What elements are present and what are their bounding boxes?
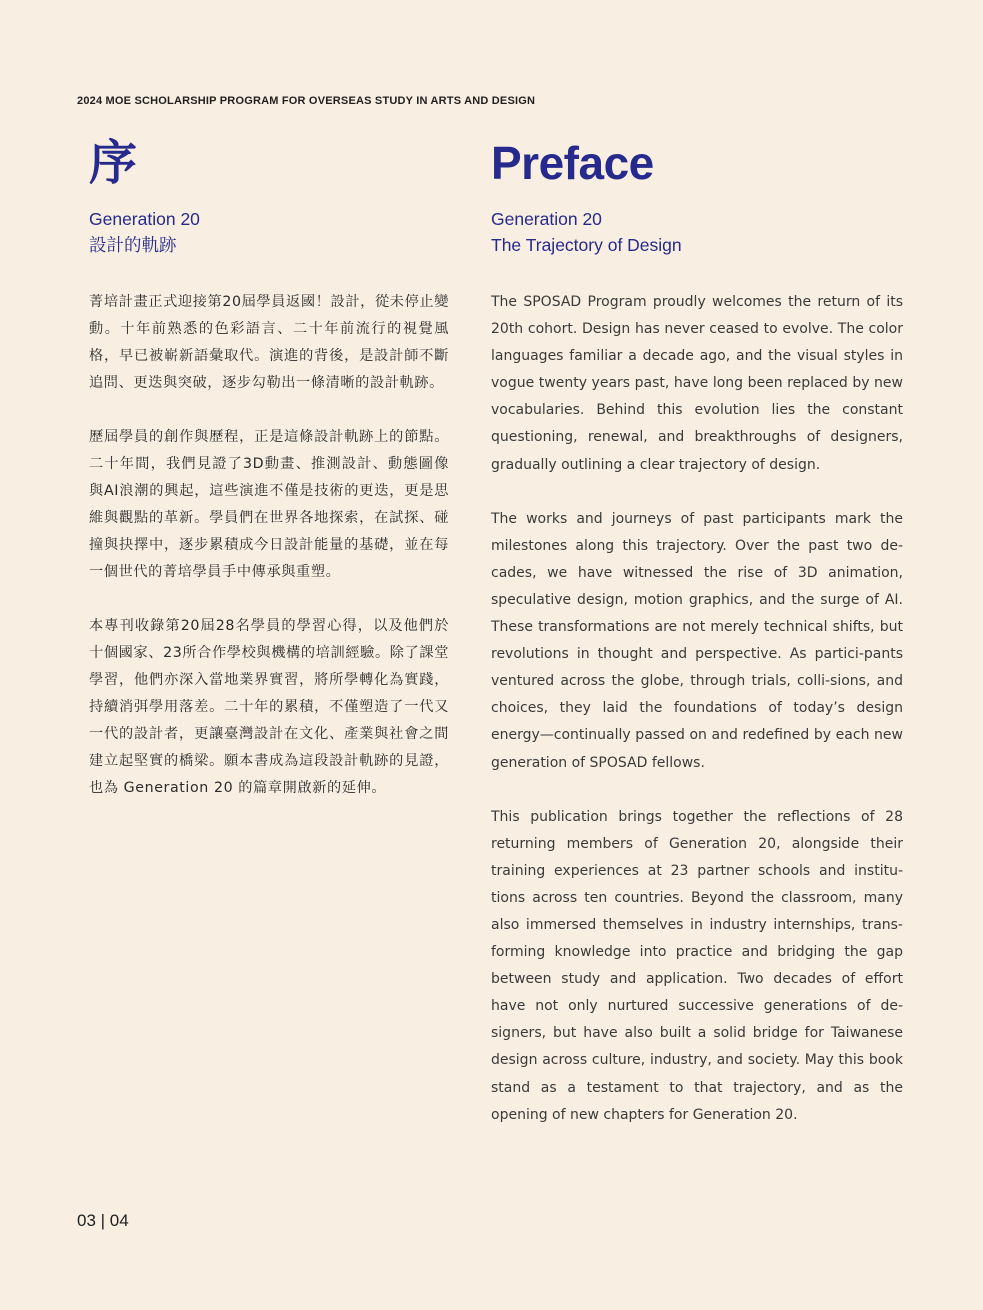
english-subtitle-line-1: Generation 20 xyxy=(491,209,602,229)
english-paragraph-1: The SPOSAD Program proudly welcomes the return of its 20th cohort. Design has never ceased to evolve. The color languages familiar a decade ago, and the visual styles in vogue twenty years past, have long been replaced by new vocabularies. Behind this evolution lies the constant questioning, renewal, and breakthroughs of designers, gradually outlining a clear trajectory of design. xyxy=(491,294,903,473)
english-title: Preface xyxy=(491,137,654,189)
chinese-title: 序 xyxy=(89,135,138,191)
english-paragraph-3: This publication brings together the reflections of 28 returning members of Generation 20, alongside their training experiences at 23 partner schools and institu-tions across ten countries. Beyond the classroom, many also immersed themselves in industry internships, trans-forming knowledge into practice and bridging the gap between study and application. Two decades of effort have not only nurtured successive generations of de-signers, but have also built a solid bridge for Taiwanese design across culture, industry, and society. May this book stand as a testament to that trajectory, and as the opening of new chapters for Generation 20. xyxy=(491,808,903,1123)
chinese-paragraph-3: 本專刊收錄第20屆28名學員的學習心得，以及他們於十個國家、23所合作學校與機構的培訓經驗。除了課堂學習，他們亦深入當地業界實習，將所學轉化為實踐，持續消弭學用落差。二十年的累積，不僅塑造了一代又一代的設計者，更讓臺灣設計在文化、產業與社會之間建立起堅實的橋梁。願本書成為這段設計軌跡的見證，也為 Generation 20 的篇章開啟新的延伸。 xyxy=(89,618,449,796)
chinese-body xyxy=(89,289,449,802)
english-paragraph-2: The works and journeys of past participants mark the milestones along this trajectory. Over the past two de-cades, we have witnessed the rise of 3D animation, speculative design, motion graphics, and the surge of AI. These transformations are not merely technical shifts, but revolutions in thought and perspective. As partici-pants ventured across the globe, through trials, colli-sions, and choices, they laid the foundations of today’s design energy—continually passed on and redefined by each new generation of SPOSAD fellows. xyxy=(491,510,903,771)
chinese-subtitle-line-1: Generation 20 xyxy=(89,209,200,229)
english-subtitle-line-2: The Trajectory of Design xyxy=(491,235,682,255)
english-body xyxy=(491,289,903,1129)
chinese-paragraph-1: 菁培計畫正式迎接第20屆學員返國！設計，從未停止變動。十年前熟悉的色彩語言、二十年前流行的視覺風格，早已被嶄新語彙取代。演進的背後，是設計師不斷追問、更迭與突破，逐步勾勒出一條清晰的設計軌跡。 xyxy=(89,294,449,391)
page-numbers: 03 | 04 xyxy=(77,1211,129,1230)
running-header: 2024 MOE SCHOLARSHIP PROGRAM FOR OVERSEAS STUDY IN ARTS AND DESIGN xyxy=(77,95,536,107)
english-column xyxy=(491,130,903,1156)
chinese-column xyxy=(89,130,449,829)
chinese-subtitle-line-2: 設計的軌跡 xyxy=(89,235,177,255)
chinese-subtitle xyxy=(89,206,449,258)
english-subtitle xyxy=(491,206,903,258)
chinese-paragraph-2: 歷屆學員的創作與歷程，正是這條設計軌跡上的節點。二十年間，我們見證了3D動畫、推測設計、動態圖像與AI浪潮的興起，這些演進不僅是技術的更迭，更是思維與觀點的革新。學員們在世界各地探索，在試探、碰撞與抉擇中，逐步累積成今日設計能量的基礎，並在每一個世代的菁培學員手中傳承與重塑。 xyxy=(89,429,449,580)
